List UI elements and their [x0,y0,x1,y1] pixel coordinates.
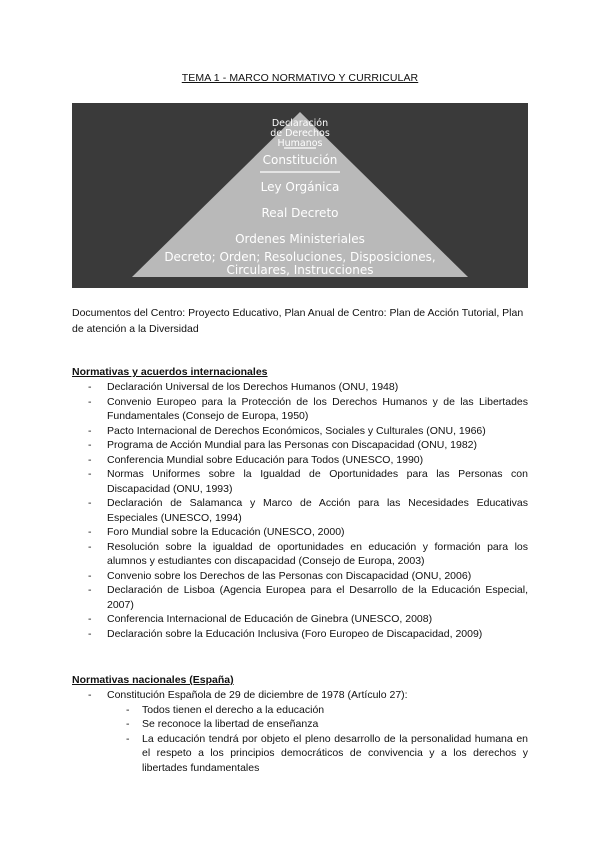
dash-bullet: - [88,613,92,625]
national-list [72,688,528,775]
dash-bullet: - [88,526,92,538]
dash-bullet: - [88,395,92,408]
list-item-text: Declaración de Salamanca y Marco de Acción para las Necesidades Educativas Especiales (UNESCO, 1994) [107,497,528,524]
list-item-text: Convenio sobre los Derechos de las Personas con Discapacidad (ONU, 2006) [107,569,472,582]
list-item [72,525,528,540]
dash-bullet: - [88,424,92,437]
list-item-text: Resolución sobre la igualdad de oportunidades en educación y formación para los alumnos y estudiantes con discapacidad (Consejo de Europa, 2003) [107,540,528,567]
list-item [72,438,528,453]
centre-documents-paragraph: Documentos del Centro: Proyecto Educativo, Plan Anual de Centro: Plan de Acción Tutorial, Plan de atención a la Diversidad [72,307,524,335]
pyramid-level-ley-organica: Ley Orgánica [260,180,340,194]
sublist-item-text: Se reconoce la libertad de enseñanza [142,718,319,730]
sublist-item [107,717,528,732]
page-title: TEMA 1 - MARCO NORMATIVO Y CURRICULAR [181,72,419,84]
dash-bullet: - [88,439,92,451]
dash-bullet: - [88,569,92,582]
dash-bullet: - [88,381,92,393]
pyramid-level-constitucion: Constitución [262,153,338,167]
pyramid-level-ordenes: Ordenes Ministeriales [235,232,365,246]
list-item-text: Conferencia Mundial sobre Educación para Todos (UNESCO, 1990) [107,453,424,466]
list-item [72,453,528,468]
dash-bullet: - [126,718,130,730]
dash-bullet: - [88,468,92,480]
list-item [72,612,528,627]
list-item-text: Programa de Acción Mundial para las Personas con Discapacidad (ONU, 1982) [107,439,478,451]
list-item [72,540,528,569]
list-item [72,583,528,612]
international-list [72,380,528,641]
list-item-text: Conferencia Internacional de Educación de Ginebra (UNESCO, 2008) [107,613,433,625]
dash-bullet: - [88,689,92,701]
sublist-item-text: Todos tienen el derecho a la educación [142,703,325,716]
pyramid-level-humanos: Humanos [277,138,323,149]
dash-bullet: - [88,627,92,640]
dash-bullet: - [88,497,92,509]
list-item-text: Normas Uniformes sobre la Igualdad de Oportunidades para las Personas con Discapacidad (ONU, 1993) [107,468,528,495]
list-item-text: Convenio Europeo para la Protección de los Derechos Humanos y de las Libertades Fundamentales (Consejo de Europa, 1950) [107,395,528,422]
sublist [107,703,528,776]
list-item [72,627,528,642]
pyramid-level-derechos: de Derechos [270,128,330,139]
list-item-text: Declaración Universal de los Derechos Humanos (ONU, 1948) [107,381,399,393]
dash-bullet: - [126,703,130,716]
national-heading: Normativas nacionales (España) [72,674,234,686]
pyramid-level-real-decreto: Real Decreto [261,206,339,220]
international-heading: Normativas y acuerdos internacionales [72,366,268,378]
pyramid-level-circulares: Circulares, Instrucciones [226,263,374,277]
list-item [72,569,528,584]
pyramid-graphic [72,103,528,288]
list-item-text: Pacto Internacional de Derechos Económicos, Sociales y Culturales (ONU, 1966) [107,424,486,437]
list-item [72,688,528,775]
pyramid-level-declaracion: Declaración [271,118,329,129]
list-item [72,380,528,395]
list-item [72,424,528,439]
pyramid-level-decreto: Decreto; Orden; Resoluciones, Disposiciones, [164,250,436,264]
sublist-item [107,703,528,718]
list-item-text: Foro Mundial sobre la Educación (UNESCO, 2000) [107,526,345,538]
sublist-item-text: La educación tendrá por objeto el pleno desarrollo de la personalidad humana en el respeto a los principios democráticos de convivencia y a los derechos y libertades fundamentales [142,732,528,774]
list-item-text: Declaración de Lisboa (Agencia Europea para el Desarrollo de la Educación Especial, 2007) [107,584,528,611]
normative-pyramid [72,103,528,288]
list-item [72,496,528,525]
list-item [72,467,528,496]
dash-bullet: - [88,584,92,596]
list-item-text: Declaración sobre la Educación Inclusiva (Foro Europeo de Discapacidad, 2009) [107,627,483,640]
list-item-text: Constitución Española de 29 de diciembre de 1978 (Artículo 27): [107,689,408,701]
dash-bullet: - [88,453,92,466]
sublist-item [107,732,528,776]
dash-bullet: - [88,540,92,553]
list-item [72,395,528,424]
dash-bullet: - [126,732,130,745]
